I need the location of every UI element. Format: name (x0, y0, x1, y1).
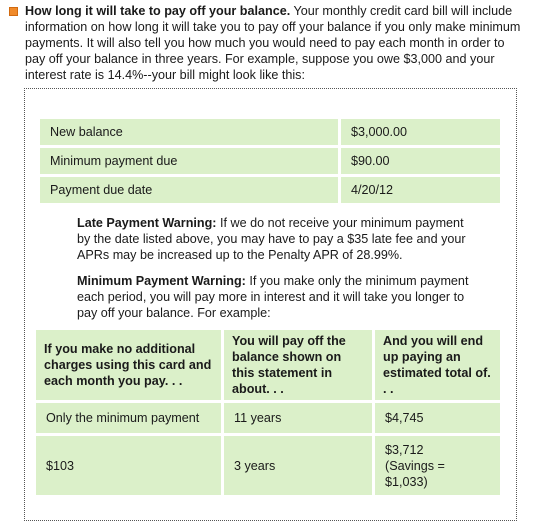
intro-body: Your monthly credit card bill will include information on how long it will take you to pay off your balance if you only make minimum payments. It will also tell you how much you would need to pay each month in order to pay off your balance in three years. For example, suppose you owe $3,000 and your interest rate is 14.4%--your bill might look like this: (25, 4, 521, 82)
summary-value: $3,000.00 (341, 119, 500, 145)
column-header: And you will end up paying an estimated total of. . . (375, 330, 500, 400)
summary-label: Payment due date (40, 177, 338, 203)
min-warning-text: If you make only the minimum payment each period, you will pay more in interest and it will take you longer to pay off your balance. For example: (77, 274, 469, 320)
column-header: If you make no additional charges using this card and each month you pay. . . (36, 330, 221, 400)
table-row (40, 177, 500, 203)
intro-heading: How long it will take to pay off your balance. (25, 4, 291, 18)
intro-section (9, 3, 525, 83)
late-warning-title: Late Payment Warning: (77, 216, 217, 230)
summary-label: Minimum payment due (40, 148, 338, 174)
summary-value: $90.00 (341, 148, 500, 174)
table-header-row (36, 330, 500, 400)
minimum-payment-warning (77, 273, 477, 321)
column-header: You will pay off the balance shown on this statement in about. . . (224, 330, 372, 400)
table-cell: Only the minimum payment (36, 403, 221, 433)
table-row (40, 148, 500, 174)
table-row (36, 403, 500, 433)
late-payment-warning (77, 215, 477, 263)
table-row (36, 436, 500, 495)
table-cell: $103 (36, 436, 221, 495)
payoff-table (33, 327, 503, 498)
summary-table (37, 116, 503, 206)
table-cell: 3 years (224, 436, 372, 495)
table-row (40, 119, 500, 145)
table-cell: $3,712 (Savings = $1,033) (375, 436, 500, 495)
table-cell: $4,745 (375, 403, 500, 433)
sample-statement-box (24, 88, 517, 521)
bullet-square-icon (9, 7, 18, 16)
min-warning-title: Minimum Payment Warning: (77, 274, 246, 288)
late-warning-text: If we do not receive your minimum payment by the date listed above, you may have to pay a $35 late fee and your APRs may be increased up to the Penalty APR of 28.99%. (77, 216, 466, 262)
intro-paragraph (25, 3, 525, 83)
table-cell: 11 years (224, 403, 372, 433)
summary-label: New balance (40, 119, 338, 145)
summary-value: 4/20/12 (341, 177, 500, 203)
